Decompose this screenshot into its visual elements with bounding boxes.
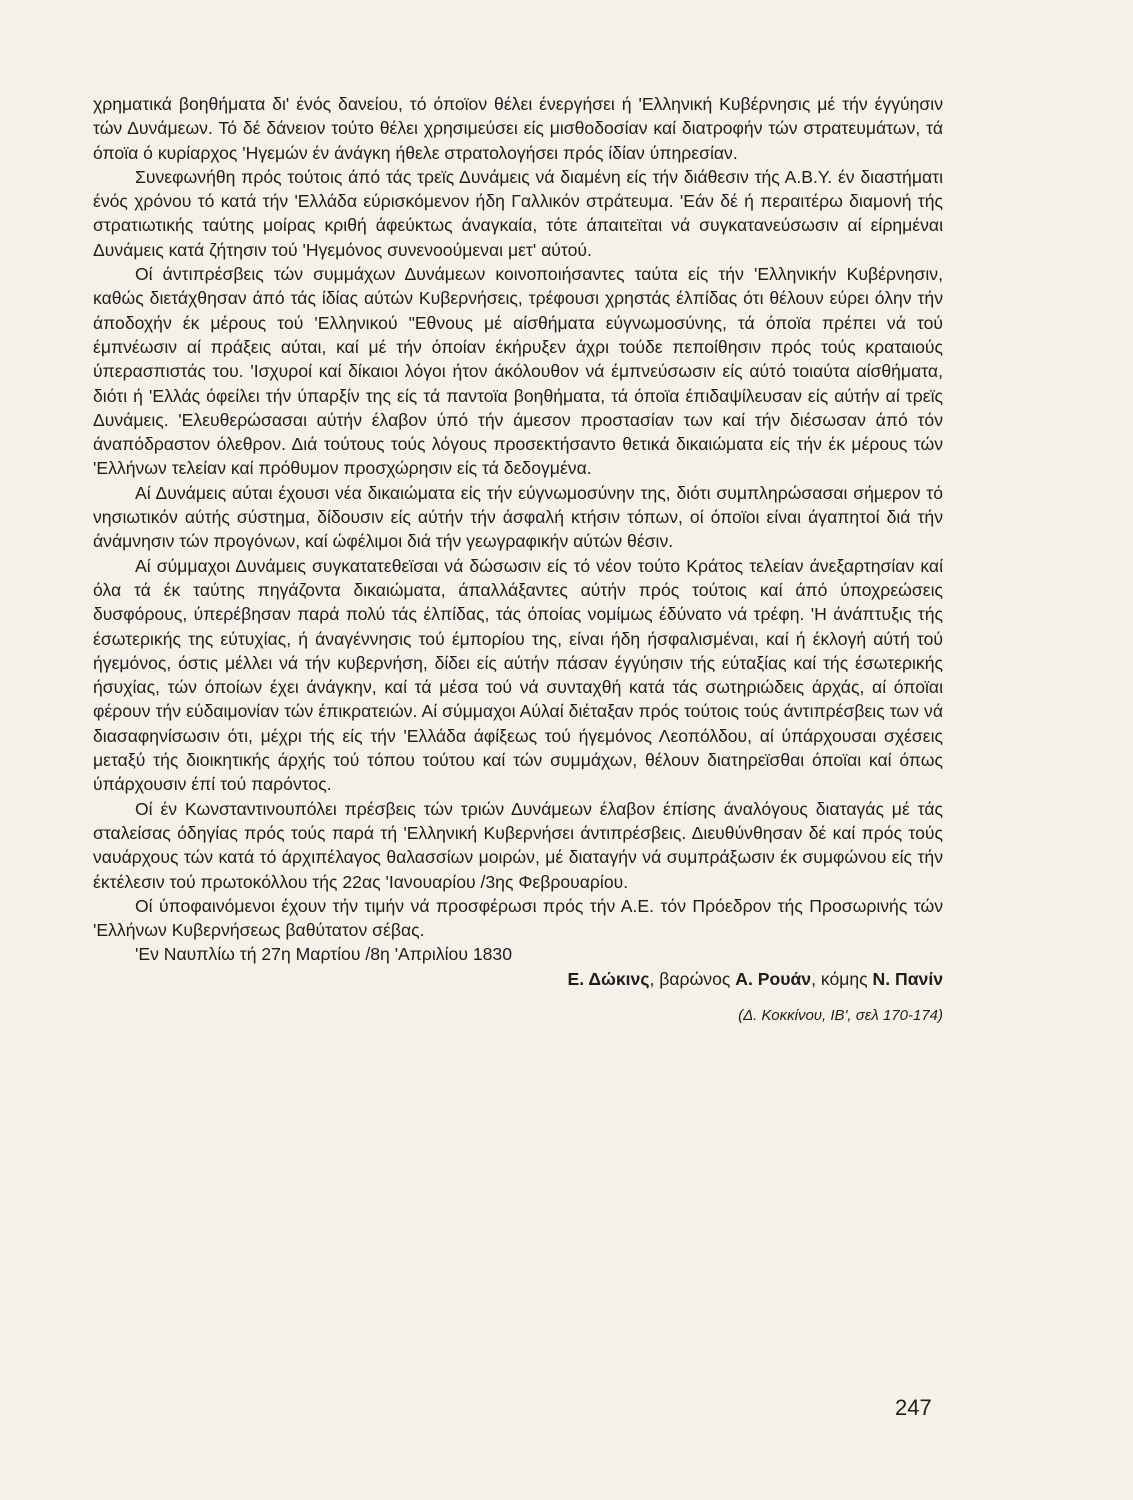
signatory-3-title: κόμης: [820, 968, 868, 989]
source-citation: (Δ. Κοκκίνου, ΙΒ', σελ 170-174): [738, 1006, 943, 1024]
signatory-2-title: βαρώνος: [659, 968, 731, 989]
page-number: 247: [895, 1395, 932, 1420]
document-body: [93, 92, 943, 1027]
signatory-3: Ν. Πανίν: [872, 968, 943, 989]
signatures: Ε. Δώκινς, βαρώνος Α. Ρουάν, κόμης Ν. Πανίν: [567, 968, 943, 989]
paragraph-4: Αί Δυνάμεις αύται έχουσι νέα δικαιώματα είς τήν εύγνωμοσύνην της, διότι συμπληρώσασαι σήμερον τό νησιωτικόν αύτής σύστημα, δίδουσιν είς αύτήν τήν άσφαλή κτήσιν τόπων, οί όποϊοι είναι άγαπητοί διά τήν άνάμνησιν τών προγόνων, καί ώφέλιμοι διά τήν γεωγραφικήν αύτών θέσιν.: [93, 482, 943, 552]
signatory-2: Α. Ρουάν: [735, 968, 812, 989]
paragraph-5: Αί σύμμαχοι Δυνάμεις συγκατατεθεϊσαι νά δώσωσιν είς τό νέον τούτο Κράτος τελείαν άνεξαρτησίαν καί όλα τά έκ ταύτης πηγάζοντα δικαιώματα, άπαλλάξαντες αύτήν πρός τούτοις καί άπό ύποχρεώσεις δυσφόρους, ύπερέβησαν παρά πολύ τάς έλπίδας, τάς όποίας νομίμως έδύνατο νά τρέφη. 'Η άνάπτυξις τής έσωτερικής της εύτυχίας, ή άναγέννησις τού έμπορίου της, είναι ήδη ήσφαλισμέναι, καί ή έκλογή αύτή τού ήγεμόνος, όστις μέλλει νά τήν κυβερνήση, δίδει είς αύτήν πάσαν έγγύησιν τής εύταξίας καί τής έσωτερικής ήσυχίας, τών όποίων έχει άνάγκην, καί τά μέσα τού νά συνταχθή κατά τάς σωτηριώδεις άρχάς, αί όποϊαι φέρουν τήν εύδαιμονίαν τών έπικρατειών. Αί σύμμαχοι Αύλαί διέταξαν πρός τούτοις τούς άντιπρέσβεις των νά διασαφηνίσωσιν ότι, μέχρι τής είς τήν 'Ελλάδα άφίξεως τού ήγεμόνος Λεοπόλδου, αί ύπάρχουσαι σχέσεις μεταξύ τής διοικητικής άρχής τού τόπου τούτου καί τών συμμάχων, θέλουν διατηρεϊσθαι όποϊαι καί όπως ύπάρχουσιν έπί τού παρόντος.: [93, 555, 943, 795]
paragraph-6: Οί έν Κωνσταντινουπόλει πρέσβεις τών τριών Δυνάμεων έλαβον έπίσης άναλόγους διαταγάς μέ τάς σταλείσας όδηγίας πρός τούς παρά τή 'Ελληνική Κυβερνήσει άντιπρέσβεις. Διευθύνθησαν δέ καί πρός τούς ναυάρχους τών κατά τό άρχιπέλαγος θαλασσίων μοιρών, μέ διαταγήν νά συμπράξωσιν έκ συμφώνου είς τήν έκτέλεσιν τού πρωτοκόλλου τής 22ας 'Ιανουαρίου /3ης Φεβρουαρίου.: [93, 798, 943, 892]
paragraph-2: Συνεφωνήθη πρός τούτοις άπό τάς τρεϊς Δυνάμεις νά διαμένη είς τήν διάθεσιν τής Α.Β.Υ. έν διαστήματι ένός χρόνου τό κατά τήν 'Ελλάδα εύρισκόμενον ήδη Γαλλικόν στράτευμα. 'Εάν δέ ή περαιτέρω διαμονή τής στρατιωτικής ταύτης μοίρας κριθή άφεύκτως άναγκαία, τότε άπαιτεϊται νά συγκατανεύσωσιν αί είρημέναι Δυνάμεις κατά ζήτησιν τού 'Ηγεμόνος συνενοούμεναι μετ' αύτού.: [93, 166, 943, 260]
dateline: 'Εν Ναυπλίω τή 27η Μαρτίου /8η 'Απριλίου 1830: [135, 944, 512, 965]
paragraph-1: χρηματικά βοηθήματα δι' ένός δανείου, τό όποϊον θέλει ένεργήσει ή 'Ελληνική Κυβέρνησις μέ τήν έγγύησιν τών Δυνάμεων. Τό δέ δάνειον τούτο θέλει χρησιμεύσει είς μισθοδοσίαν καί διατροφήν τών στρατευμάτων, τά όποϊα ό κυρίαρχος 'Ηγεμών έν άνάγκη ήθελε στρατολογήσει πρός ίδίαν ύπηρεσίαν.: [93, 94, 943, 163]
paragraph-3: Οί άντιπρέσβεις τών συμμάχων Δυνάμεων κοινοποιήσαντες ταύτα είς τήν 'Ελληνικήν Κυβέρνησιν, καθώς διετάχθησαν άπό τάς ίδίας αύτών Κυβερνήσεις, τρέφουσι χρηστάς έλπίδας ότι θέλουν εύρει όλην τήν άποδοχήν έκ μέρους τού 'Ελληνικού "Εθνους μέ αίσθήματα εύγνωμοσύνης, τά όποϊα πρέπει νά τού έμπνέωσιν αί πράξεις αύται, καί μέ τήν όποίαν έκήρυξεν άχρι τούδε πεποίθησιν πρός τούς κραταιούς ύπερασπιστάς του. 'Ισχυροί καί δίκαιοι λόγοι ήτον άκόλουθον νά έμπνεύσωσιν είς αύτό τοιαύτα αίσθήματα, διότι ή 'Ελλάς όφείλει τήν ύπαρξίν της είς τά παντοϊα βοηθήματα, τά όποϊα έπιδαψίλευσαν είς αύτήν αί τρεϊς Δυνάμεις. 'Ελευθερώσασαι αύτήν έλαβον ύπό τήν άμεσον προστασίαν των καί τήν διέσωσαν άπό τόν άναπόδραστον όλεθρον. Διά τούτους τούς λόγους προσεκτήσαντο θετικά δικαιώματα είς τήν έκ μέρους τών 'Ελλήνων τελείαν καί πρόθυμον προσχώρησιν είς τά δεδογμένα.: [93, 264, 943, 479]
paragraph-7: Οί ύποφαινόμενοι έχουν τήν τιμήν νά προσφέρωσι πρός τήν Α.Ε. τόν Πρόεδρον τής Προσωρινής τών 'Ελλήνων Κυβερνήσεως βαθύτατον σέβας.: [93, 895, 943, 941]
signatory-1: Ε. Δώκινς: [567, 968, 650, 989]
